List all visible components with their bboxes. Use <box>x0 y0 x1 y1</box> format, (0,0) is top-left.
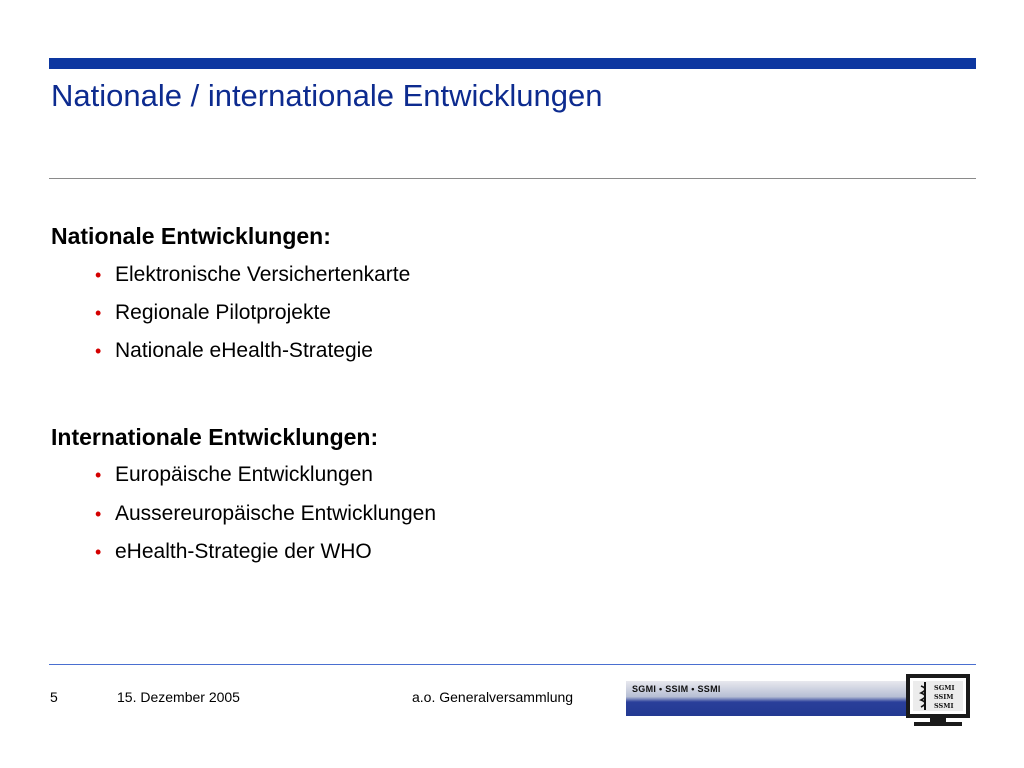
page-number: 5 <box>50 689 58 705</box>
list-item <box>95 261 410 289</box>
list-item <box>95 461 373 489</box>
section-heading-national: Nationale Entwicklungen: <box>51 223 331 249</box>
list-item <box>95 538 372 566</box>
bullet-icon: • <box>95 542 102 562</box>
logo-band-text: SGMI • SSIM • SSMI <box>632 684 721 694</box>
logo-screen-line: SGMI <box>934 684 955 692</box>
section-heading-international: Internationale Entwicklungen: <box>51 424 379 450</box>
list-item-text: Europäische Entwicklungen <box>115 463 373 486</box>
list-item <box>95 500 436 528</box>
title-divider <box>49 178 976 179</box>
bullet-icon: • <box>95 341 102 361</box>
bullet-icon: • <box>95 303 102 323</box>
monitor-logo-icon <box>904 672 972 728</box>
bullet-icon: • <box>95 465 102 485</box>
header-accent-bar <box>49 58 976 69</box>
list-item-text: eHealth-Strategie der WHO <box>115 540 372 563</box>
logo-screen-line: SSIM <box>934 693 954 701</box>
footer-event: a.o. Generalversammlung <box>412 689 574 705</box>
list-item-text: Aussereuropäische Entwicklungen <box>115 502 437 525</box>
list-item-text: Nationale eHealth-Strategie <box>115 339 373 362</box>
slide-title: Nationale / internationale Entwicklungen <box>51 78 603 113</box>
bullet-icon: • <box>95 265 102 285</box>
logo-screen-line: SSMI <box>934 702 954 710</box>
list-item <box>95 299 331 327</box>
footer-date: 15. Dezember 2005 <box>117 689 240 705</box>
list-item-text: Elektronische Versichertenkarte <box>115 263 411 286</box>
bullet-icon: • <box>95 504 102 524</box>
list-item-text: Regionale Pilotprojekte <box>115 301 331 324</box>
list-item <box>95 337 373 365</box>
footer-divider <box>49 664 976 665</box>
